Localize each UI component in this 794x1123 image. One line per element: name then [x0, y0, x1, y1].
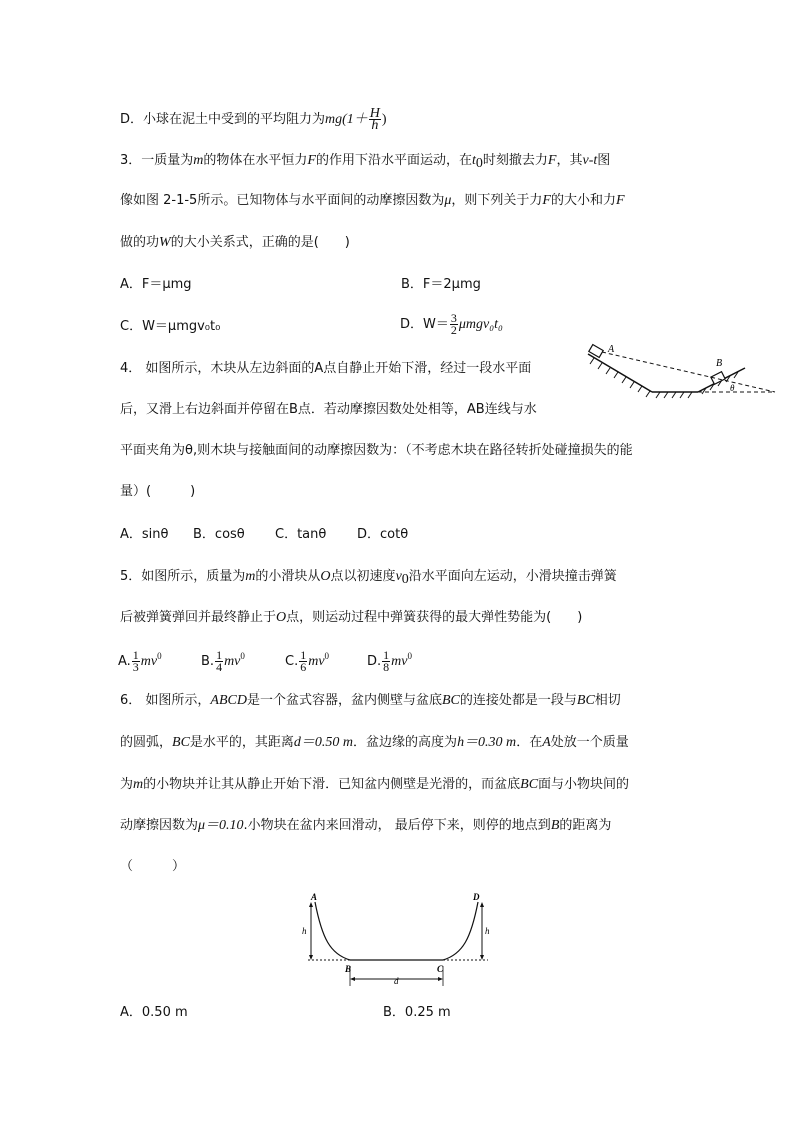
q6-option-a[interactable]: A．0.50 m: [120, 1005, 188, 1020]
q5-option-a[interactable]: [118, 646, 162, 673]
fraction-denominator: 4: [216, 660, 223, 674]
text: 5．如图所示，质量为: [120, 569, 246, 584]
q6-option-b[interactable]: B．0.25 m: [383, 1005, 451, 1020]
fraction-numerator: 1: [383, 648, 390, 662]
q4-line-2: 后，又滑上右边斜面并停留在B点．若动摩擦因数处处相等，AB连线与水: [120, 402, 537, 417]
q3-option-b[interactable]: B．F＝2μmg: [401, 277, 481, 292]
q3-line-1: [120, 151, 610, 174]
text: 为: [120, 777, 134, 792]
label-h-left: h: [302, 926, 307, 936]
var: F: [615, 193, 625, 208]
var: W: [159, 235, 171, 250]
fraction-numerator: 1: [300, 648, 307, 662]
text: .小物块在盆内来回滑动， 最后停下来，则停的地点到: [243, 818, 551, 833]
text: 的大小关系式，正确的是( ): [170, 235, 350, 250]
q3-line-3: [120, 233, 350, 253]
q6-line-2: [120, 733, 629, 753]
var: v-t: [582, 153, 598, 168]
label-b: B: [345, 964, 352, 974]
text: ．盆边缘的高度为: [353, 735, 458, 750]
fraction-numerator: 1: [216, 648, 223, 662]
text: 面与小物块间的: [538, 777, 630, 792]
text: ，则下列关于力: [451, 193, 543, 208]
q5-line-1: [120, 567, 617, 590]
text: 的作用下沿水平面运动，在: [315, 153, 472, 168]
squared-glyph: 0: [240, 651, 245, 661]
label-h-right: h: [485, 926, 490, 936]
text: 3．一质量为: [120, 153, 194, 168]
q2-fraction: [369, 108, 381, 131]
text: 像如图 2-1-5所示。已知物体与水平面间的动摩擦因数为: [120, 193, 445, 208]
option-label: C.: [285, 654, 299, 669]
text: 图: [597, 153, 611, 168]
q4-option-a[interactable]: A．sinθ: [120, 527, 169, 542]
text: 的距离为: [559, 818, 612, 833]
q5-option-d[interactable]: [367, 646, 412, 673]
var: F: [542, 193, 551, 208]
label-d: D: [473, 892, 480, 902]
q3-option-d[interactable]: [400, 313, 503, 336]
text: 的小物块并让其从静止开始下滑．已知盆内侧壁是光滑的，而盆底: [143, 777, 521, 792]
q4-line-3: 平面夹角为θ,则木块与接触面间的动摩擦因数为：（不考虑木块在路径转折处碰撞损失的能: [120, 443, 633, 458]
option-expr: mv: [140, 654, 158, 669]
var: d＝0.50 m: [293, 735, 354, 750]
q6-basin-figure: [300, 888, 495, 993]
q4-option-b[interactable]: B．cosθ: [193, 527, 245, 542]
label-d-distance: d: [394, 976, 399, 986]
var: t: [472, 153, 476, 168]
fraction-numerator: H: [369, 106, 380, 121]
var: μ: [444, 193, 452, 208]
var: v: [395, 569, 402, 584]
squared-glyph: 0: [157, 651, 162, 661]
q3-line-2: [120, 191, 625, 211]
text: 点，则运动过程中弹簧获得的最大弹性势能为( ): [286, 610, 583, 625]
fraction-denominator: h: [371, 118, 379, 133]
option-label: D.: [367, 654, 382, 669]
text: 6． 如图所示，: [120, 693, 211, 708]
q5-option-c[interactable]: [285, 646, 329, 673]
label-c: C: [437, 964, 444, 974]
text: 时刻撤去力: [482, 153, 548, 168]
fraction-denominator: 8: [383, 660, 390, 674]
q5-option-b[interactable]: [201, 646, 245, 673]
q3-option-a[interactable]: A．F＝μmg: [120, 277, 192, 292]
text: 处放一个质量: [550, 735, 629, 750]
var: h＝0.30 m: [457, 735, 517, 750]
var: O: [276, 610, 287, 625]
text: 的小滑块从: [255, 569, 321, 584]
fraction-denominator: 3: [132, 660, 139, 674]
q2-option-d-text: D．小球在泥土中受到的平均阻力为: [120, 112, 326, 127]
text: 动摩擦因数为: [120, 818, 199, 833]
text: ，其: [556, 153, 583, 168]
q4-line-4: 量）( ): [120, 484, 196, 499]
var: ABCD: [210, 693, 247, 708]
q3-fraction: [450, 313, 458, 336]
var: BC: [441, 693, 460, 708]
q6-line-4: [120, 816, 611, 836]
q4-incline-figure: [580, 340, 780, 410]
label-b: B: [716, 358, 723, 369]
var: BC: [172, 735, 190, 750]
text: ．在: [516, 735, 543, 750]
text: 相切: [594, 693, 621, 708]
q2-option-d-expr: mg(1＋: [325, 112, 368, 127]
var: O: [320, 569, 331, 584]
option-expr: mv: [308, 654, 325, 669]
var: A: [542, 735, 551, 750]
q2-option-d: [120, 108, 387, 131]
squared-glyph: 0: [407, 651, 412, 661]
option-label: B.: [201, 654, 215, 669]
label-theta: θ: [730, 383, 735, 393]
fraction-numerator: 3: [450, 311, 457, 325]
q4-option-d[interactable]: D．cotθ: [357, 527, 409, 542]
option-expr: mv: [224, 654, 241, 669]
subscript: 0: [401, 572, 409, 587]
text: 的圆弧，: [120, 735, 173, 750]
q6-line-3: [120, 775, 629, 795]
option-expr: mv: [391, 654, 408, 669]
left-wall: [315, 902, 350, 960]
text: 的大小和力: [550, 193, 616, 208]
text: 沿水平面向左运动，小滑块撞击弹簧: [408, 569, 617, 584]
label-a: A: [608, 344, 615, 355]
var: F: [547, 153, 557, 168]
var: F: [307, 153, 316, 168]
q2-close-paren: ): [381, 112, 387, 127]
text: 的连接处都是一段与: [459, 693, 577, 708]
label-a: A: [311, 892, 318, 902]
var: BC: [520, 777, 539, 792]
fraction-denominator: 6: [300, 660, 307, 674]
text: 点以初速度: [330, 569, 396, 584]
q4-option-c[interactable]: C．tanθ: [275, 527, 327, 542]
text: 做的功: [120, 235, 160, 250]
var: μ＝0.10: [198, 818, 244, 833]
q6-line-5: （ ）: [120, 859, 186, 874]
q3-option-c[interactable]: C．W＝μmgv₀t₀: [120, 319, 221, 334]
q5-line-2: [120, 608, 582, 628]
text: μmgv₀t₀: [458, 317, 503, 332]
var: B: [550, 818, 560, 833]
text: 后被弹簧弹回并最终静止于: [120, 610, 277, 625]
q6-line-1: [120, 691, 621, 711]
fraction-denominator: 2: [450, 323, 457, 337]
squared-glyph: 0: [324, 651, 330, 661]
q4-line-1: 4． 如图所示，木块从左边斜面的A点自静止开始下滑，经过一段水平面: [120, 361, 532, 376]
text: 是水平的，其距离: [189, 735, 294, 750]
text: 是一个盆式容器，盆内侧壁与盆底: [246, 693, 442, 708]
text: 的物体在水平恒力: [203, 153, 308, 168]
var: BC: [576, 693, 595, 708]
ab-dashed-line: [602, 352, 775, 392]
var: m: [245, 569, 256, 584]
right-wall: [443, 902, 478, 960]
fraction-numerator: 1: [132, 648, 139, 662]
text: D．W＝: [400, 317, 449, 332]
var: m: [193, 153, 204, 168]
var: m: [133, 777, 144, 792]
option-label: A.: [118, 654, 131, 669]
subscript: 0: [475, 156, 483, 171]
